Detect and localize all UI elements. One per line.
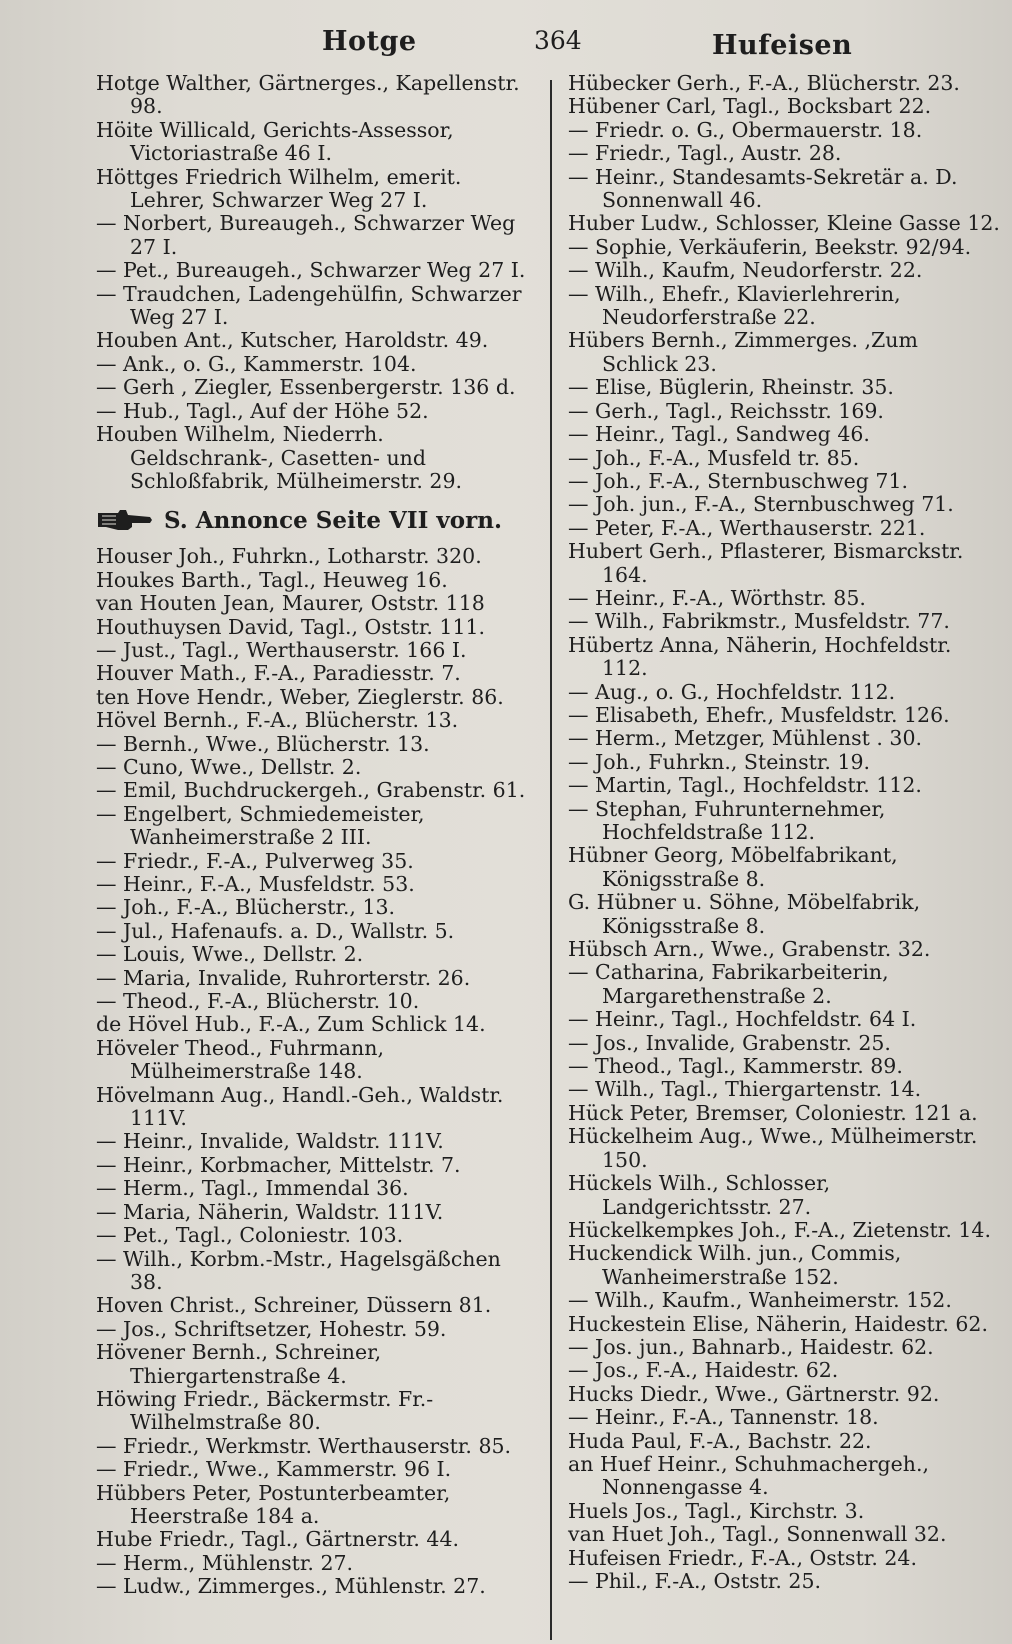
directory-entry: — Joh., F.-A., Blücherstr., 13. [96,895,396,920]
directory-entry: Hübbers Peter, Postunterbeamter, Heerstraße 184 a. [96,1480,451,1528]
directory-entry: — Maria, Näherin, Waldstr. 111V. [96,1199,444,1224]
directory-entry: Hübener Carl, Tagl., Bocksbart 22. [568,94,932,119]
directory-entry: Houver Math., F.-A., Paradiesstr. 7. [96,661,461,686]
directory-entry: — Heinr., Tagl., Sandweg 46. [568,422,870,447]
directory-entry: — Herm., Mühlenstr. 27. [96,1550,354,1575]
directory-entry: — Bernh., Wwe., Blücherstr. 13. [96,731,430,756]
directory-entry: de Hövel Hub., F.-A., Zum Schlick 14. [96,1012,486,1037]
directory-entry: Hübertz Anna, Näherin, Hochfeldstr. 112. [568,632,952,681]
directory-entry: ten Hove Hendr., Weber, Zieglerstr. 86. [96,684,504,709]
directory-entry: — Cuno, Wwe., Dellstr. 2. [96,754,362,779]
directory-entry: — Heinr., Korbmacher, Mittelstr. 7. [96,1152,461,1177]
directory-entry: — Ank., o. G., Kammerstr. 104. [96,351,417,376]
directory-entry: Hotge Walther, Gärtnerges., Kapellenstr. 98. [96,71,520,119]
directory-entry: — Louis, Wwe., Dellstr. 2. [96,942,364,967]
directory-entry: — Joh., F.-A., Musfeld tr. 85. [568,445,860,470]
directory-entry: — Theod., F.-A., Blücherstr. 10. [96,989,420,1014]
directory-entry: Houben Ant., Kutscher, Haroldstr. 49. [96,328,489,353]
announcement-line [96,507,530,533]
directory-entry: G. Hübner u. Söhne, Möbelfabrik, Königsstraße 8. [568,890,921,938]
directory-entry: — Martin, Tagl., Hochfeldstr. 112. [568,773,922,798]
directory-entry: — Friedr., Wwe., Kammerstr. 96 I. [96,1457,452,1482]
directory-entry: Hübecker Gerh., F.-A., Blücherstr. 23. [568,71,960,95]
directory-entry: — Elise, Büglerin, Rheinstr. 35. [568,375,894,400]
directory-entry: — Wilh., Korbm.-Mstr., Hagelsgäßchen 38. [96,1246,501,1294]
directory-entry: Houben Wilhelm, Niederrh. Geldschrank-, Casetten- und Schloßfabrik, Mülheimerstr. 29. [96,422,463,493]
directory-entry: — Pet., Bureaugeh., Schwarzer Weg 27 I. [96,258,526,283]
directory-entry: an Huef Heinr., Schuhmachergeh., Nonnengasse 4. [568,1451,930,1500]
directory-entry: van Huet Joh., Tagl., Sonnenwall 32. [568,1522,947,1547]
directory-entry: — Friedr. o. G., Obermauerstr. 18. [568,117,923,142]
directory-entry: — Catharina, Fabrikarbeiterin, Margarethenstraße 2. [568,960,889,1008]
page-header [0,22,1012,72]
directory-entry: — Wilh., Kaufm., Wanheimerstr. 152. [568,1288,952,1313]
pointing-hand-icon [96,507,154,533]
directory-entry: — Wilh., Ehefr., Klavierlehrerin, Neudorferstraße 22. [568,281,901,330]
directory-entry: — Friedr., Werkmstr. Werthauserstr. 85. [96,1433,512,1458]
directory-entry: — Jul., Hafenaufs. a. D., Wallstr. 5. [96,918,455,943]
right-column [568,72,1000,1593]
directory-entry: — Peter, F.-A., Werthauserstr. 221. [568,515,926,540]
directory-entry: — Heinr., F.-A., Musfeldstr. 53. [96,872,415,896]
directory-entry: Hückels Wilh., Schlosser, Landgerichtsstr. 27. [568,1171,831,1219]
left-column [96,72,530,1599]
directory-entry: — Friedr., F.-A., Pulverweg 35. [96,848,414,873]
directory-entry: — Just., Tagl., Werthauserstr. 166 I. [96,637,467,662]
directory-entry: Houthuysen David, Tagl., Oststr. 111. [96,614,486,639]
directory-entry: — Pet., Tagl., Coloniestr. 103. [96,1223,404,1248]
directory-entry: — Engelbert, Schmiedemeister, Wanheimerstraße 2 III. [96,801,425,850]
directory-entry: Hübsch Arn., Wwe., Grabenstr. 32. [568,937,931,962]
directory-entry: — Jos., Schriftsetzer, Hohestr. 59. [96,1316,447,1341]
directory-entry: Höite Willicald, Gerichts-Assessor, Victoriastraße 46 I. [96,117,454,166]
directory-entry: — Emil, Buchdruckergeh., Grabenstr. 61. [96,778,526,803]
directory-entry: — Herm., Tagl., Immendal 36. [96,1176,409,1201]
page-number: 364 [534,26,582,55]
directory-entry: Hubert Gerh., Pflasterer, Bismarckstr. 164. [568,539,964,587]
directory-entry: Houkes Barth., Tagl., Heuweg 16. [96,567,448,592]
directory-entry: — Joh. jun., F.-A., Sternbuschweg 71. [568,492,954,517]
directory-entry: — Wilh., Tagl., Thiergartenstr. 14. [568,1077,922,1102]
directory-entry: Hübner Georg, Möbelfabrikant, Königsstraße 8. [568,843,898,891]
directory-entry: Huber Ludw., Schlosser, Kleine Gasse 12. [568,211,1000,236]
directory-entry: Huckestein Elise, Näherin, Haidestr. 62. [568,1311,988,1336]
directory-entry: van Houten Jean, Maurer, Oststr. 118 [96,591,485,616]
directory-entry: — Wilh., Fabrikmstr., Musfeldstr. 77. [568,609,950,634]
directory-entry: — Elisabeth, Ehefr., Musfeldstr. 126. [568,702,950,727]
directory-entry: Hübers Bernh., Zimmerges. ,Zum Schlick 23. [568,328,918,376]
directory-entry: — Wilh., Kaufm, Neudorferstr. 22. [568,258,923,283]
directory-entry: Hückelheim Aug., Wwe., Mülheimerstr. 150. [568,1124,978,1172]
directory-entry: Hückelkempkes Joh., F.-A., Zietenstr. 14. [568,1217,991,1242]
directory-entry: Hoven Christ., Schreiner, Düssern 81. [96,1293,492,1318]
directory-entry: — Aug., o. G., Hochfeldstr. 112. [568,679,896,704]
directory-entry: — Gerh , Ziegler, Essenbergerstr. 136 d. [96,375,516,400]
directory-entry: — Maria, Invalide, Ruhrorterstr. 26. [96,965,471,990]
header-right-keyword: Hufeisen [712,30,853,61]
directory-entry: — Norbert, Bureaugeh., Schwarzer Weg 27 I. [96,211,516,259]
directory-entry: Höwing Friedr., Bäckermstr. Fr.-Wilhelmstraße 80. [96,1386,434,1435]
directory-entry: — Heinr., Standesamts-Sekretär a. D. Sonnenwall 46. [568,164,958,213]
directory-entry: Huckendick Wilh. jun., Commis, Wanheimerstraße 152. [568,1241,902,1289]
directory-entry: Huda Paul, F.-A., Bachstr. 22. [568,1428,872,1453]
directory-entry: — Phil., F.-A., Oststr. 25. [568,1569,822,1593]
directory-entry: — Sophie, Verkäuferin, Beekstr. 92/94. [568,234,972,259]
directory-entry: — Ludw., Zimmerges., Mühlenstr. 27. [96,1574,486,1599]
directory-entry: Huels Jos., Tagl., Kirchstr. 3. [568,1498,865,1523]
directory-entry: Hück Peter, Bremser, Coloniestr. 121 a. [568,1100,978,1125]
directory-entry: — Theod., Tagl., Kammerstr. 89. [568,1054,903,1079]
directory-entry: — Herm., Metzger, Mühlenst . 30. [568,726,923,751]
directory-entry: — Jos., Invalide, Grabenstr. 25. [568,1030,891,1055]
directory-entry: — Gerh., Tagl., Reichsstr. 169. [568,398,884,423]
directory-entry: — Joh., Fuhrkn., Steinstr. 19. [568,749,871,774]
directory-entry: Hufeisen Friedr., F.-A., Oststr. 24. [568,1545,917,1570]
directory-entry: Hövener Bernh., Schreiner, Thiergartenstraße 4. [96,1340,382,1388]
directory-entry: — Hub., Tagl., Auf der Höhe 52. [96,398,429,423]
directory-entry: — Traudchen, Ladengehülfin, Schwarzer Weg 27 I. [96,281,522,330]
header-left-keyword: Hotge [322,26,417,57]
directory-entry: Hucks Diedr., Wwe., Gärtnerstr. 92. [568,1381,940,1406]
directory-entry: — Jos. jun., Bahnarb., Haidestr. 62. [568,1334,934,1359]
announcement-text: S. Annonce Seite VII vorn. [164,506,502,534]
directory-entry: Hövel Bernh., F.-A., Blücherstr. 13. [96,708,459,733]
directory-entry: — Joh., F.-A., Sternbuschweg 71. [568,468,909,493]
directory-entry: — Heinr., Tagl., Hochfeldstr. 64 I. [568,1007,917,1032]
directory-entry: Houser Joh., Fuhrkn., Lotharstr. 320. [96,544,482,569]
directory-entry: Höttges Friedrich Wilhelm, emerit. Lehrer, Schwarzer Weg 27 I. [96,164,462,213]
directory-entry: — Heinr., Invalide, Waldstr. 111V. [96,1129,444,1154]
directory-entry: Hövelmann Aug., Handl.-Geh., Waldstr. 111V. [96,1082,504,1131]
directory-entry: — Friedr., Tagl., Austr. 28. [568,141,842,166]
directory-entry: — Jos., F.-A., Haidestr. 62. [568,1358,839,1383]
directory-entry: — Heinr., F.-A., Wörthstr. 85. [568,585,866,610]
directory-entry: — Stephan, Fuhrunternehmer, Hochfeldstraße 112. [568,796,886,844]
directory-entry: Höveler Theod., Fuhrmann, Mülheimerstraße 148. [96,1035,384,1084]
directory-entry: Hube Friedr., Tagl., Gärtnerstr. 44. [96,1527,460,1552]
directory-entry: — Heinr., F.-A., Tannenstr. 18. [568,1405,879,1430]
column-divider [550,80,552,1640]
